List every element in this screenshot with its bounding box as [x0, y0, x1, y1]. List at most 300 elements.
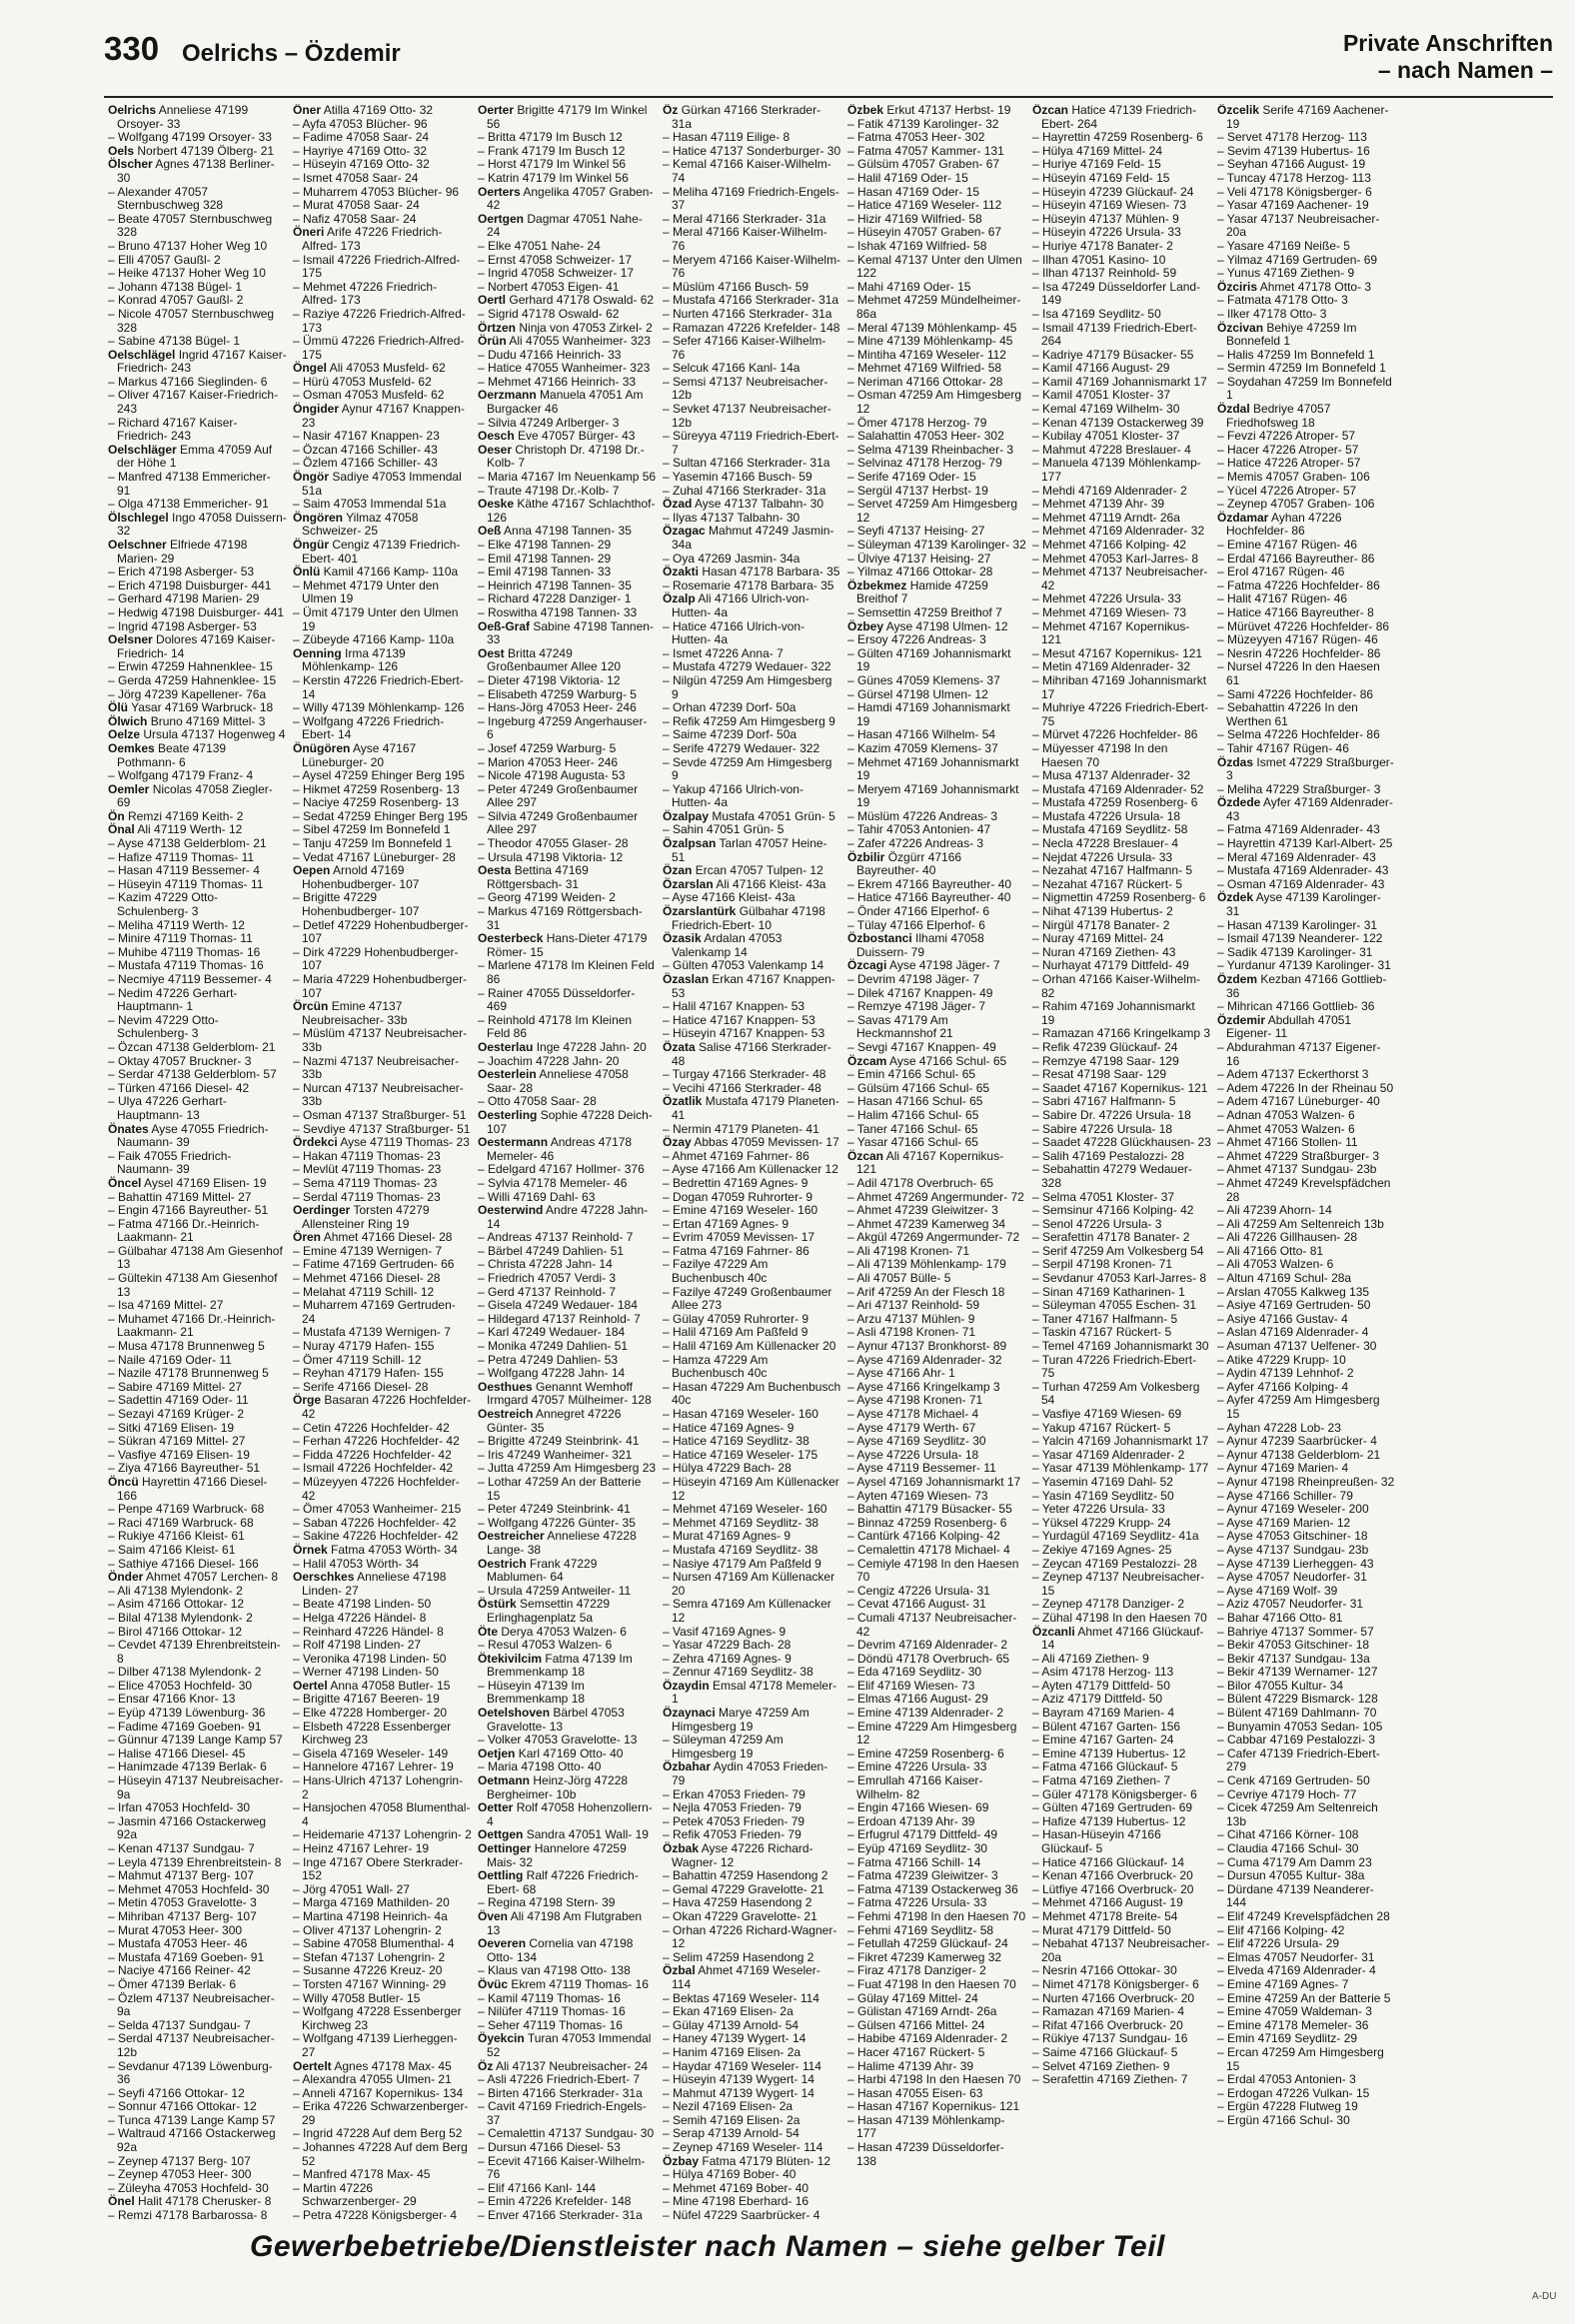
entry-details: – Hatice 47169 Weseler- 175 — [663, 1447, 818, 1462]
directory-entry — [1032, 1815, 1211, 1829]
entry-details: – Yasar 47137 Neubreisacher- 20a — [1217, 211, 1380, 240]
entry-details: Ayse 47055 Friedrich-Naumann- 39 — [117, 1121, 269, 1150]
entry-details: – Ismet 47058 Saar- 24 — [293, 170, 419, 185]
directory-entry — [847, 959, 1026, 973]
directory-entry — [663, 742, 841, 756]
entry-details: – Bahattin 47169 Mittel- 27 — [108, 1189, 252, 1204]
entry-details: – Fevzi 47226 Atroper- 57 — [1217, 429, 1356, 444]
entry-details: Ali 47119 Werth- 12 — [137, 822, 243, 837]
entry-details: Arnold 47169 Hohenbudberger- 107 — [302, 863, 420, 891]
directory-entry — [663, 1544, 841, 1558]
directory-entry — [478, 810, 657, 837]
directory-entry — [108, 620, 287, 634]
entry-details: – Nevim 47229 Otto-Schulenberg- 3 — [108, 1012, 219, 1041]
entry-details: – Fazilye 47249 Großenbaumer Allee 273 — [663, 1284, 832, 1313]
directory-entry — [1217, 1258, 1396, 1272]
entry-details: Gürkan 47166 Sterkrader- 31a — [672, 104, 821, 131]
directory-entry — [847, 1218, 1026, 1232]
directory-entry — [1032, 267, 1211, 281]
directory-entry — [478, 1095, 657, 1109]
entry-details: – Ali 47169 Ziethen- 9 — [1032, 1651, 1149, 1666]
entry-details: – Cevdet 47139 Ehrenbreitstein- 8 — [108, 1638, 281, 1666]
entry-details: – Murat 47053 Heer- 300 — [108, 1922, 243, 1937]
directory-entry — [108, 294, 287, 308]
directory-entry — [663, 1626, 841, 1640]
directory-entry — [293, 1435, 472, 1449]
directory-entry — [1032, 553, 1211, 567]
directory-entry — [847, 1394, 1026, 1408]
entry-details: – Hatice 47137 Sonderburger- 30 — [663, 143, 841, 158]
directory-entry — [1032, 959, 1211, 973]
directory-entry — [663, 1354, 841, 1381]
directory-entry — [847, 2019, 1026, 2033]
entry-details: – Nezil 47169 Elisen- 2a — [663, 2099, 793, 2114]
entry-details: Ercan 47057 Tulpen- 12 — [695, 863, 823, 878]
directory-entry — [293, 254, 472, 281]
directory-entry — [663, 1313, 841, 1327]
directory-entry — [847, 525, 1026, 539]
directory-entry — [847, 1299, 1026, 1313]
entry-details: – Devrim 47198 Jäger- 7 — [847, 972, 980, 986]
directory-entry — [478, 2127, 657, 2141]
entry-details: – Yasar 47166 Schul- 65 — [847, 1135, 978, 1150]
entry-surname: Önel — [108, 2194, 135, 2209]
directory-entry — [108, 1937, 287, 1951]
entry-details: – Nafiz 47058 Saar- 24 — [293, 211, 417, 226]
entry-details: – Mehmet 47169 Wiesen- 73 — [1032, 604, 1187, 619]
entry-details: – Hasan 47119 Eilige- 8 — [663, 130, 790, 145]
entry-details: – Mehmet 47169 Bober- 40 — [663, 2180, 809, 2195]
entry-details: – Detlef 47229 Hohenbudberger- 107 — [293, 917, 469, 946]
entry-details: – Memis 47057 Graben- 106 — [1217, 470, 1370, 485]
entry-details: – Emil 47198 Tannen- 29 — [478, 551, 612, 566]
directory-entry — [293, 1150, 472, 1164]
entry-surname: Özcelik — [1217, 104, 1260, 117]
entry-details: – Nejla 47053 Frieden- 79 — [663, 1800, 801, 1815]
directory-entry — [1032, 1068, 1211, 1082]
directory-entry — [478, 688, 657, 702]
directory-entry — [663, 1204, 841, 1218]
entry-details: – Erich 47198 Asberger- 53 — [108, 565, 255, 580]
entry-details: – Mehmet 47179 Unter den Ulmen 19 — [293, 578, 440, 606]
entry-details: – Selma 47051 Kloster- 37 — [1032, 1189, 1175, 1204]
directory-entry — [847, 1964, 1026, 1978]
entry-details: – Nurten 47166 Sterkrader- 31a — [663, 306, 832, 321]
entry-details: – Saime 47239 Dorf- 50a — [663, 727, 797, 742]
directory-entry — [108, 1408, 287, 1422]
directory-entry — [847, 987, 1026, 1001]
entry-details: – Hüseyin 47057 Graben- 67 — [847, 225, 1002, 240]
directory-entry — [478, 620, 657, 647]
entry-details: – Fehmi 47169 Seydlitz- 58 — [847, 1922, 994, 1937]
entry-details: – Saadet 47228 Glückhausen- 23 — [1032, 1135, 1211, 1150]
directory-entry — [847, 1055, 1026, 1069]
directory-entry — [478, 2005, 657, 2019]
entry-details: – Seyfi 47166 Ottokar- 12 — [108, 2085, 245, 2100]
entry-details: – Zehra 47169 Agnes- 9 — [663, 1651, 791, 1666]
directory-entry — [1032, 2019, 1211, 2033]
directory-entry — [1217, 592, 1396, 606]
entry-details: – Necla 47228 Breslauer- 4 — [1032, 836, 1179, 851]
entry-details: – Bülent 47229 Bismarck- 128 — [1217, 1692, 1378, 1707]
directory-entry — [1032, 444, 1211, 458]
directory-entry — [293, 1760, 472, 1774]
entry-details: – Claudia 47166 Schul- 30 — [1217, 1841, 1359, 1855]
entry-details: – Ayse 47179 Werth- 67 — [847, 1420, 976, 1435]
directory-entry — [1217, 2100, 1396, 2114]
entry-details: – Züleyha 47053 Hochfeld- 30 — [108, 2180, 269, 2195]
entry-surname: Önlü — [293, 565, 321, 580]
directory-entry — [663, 308, 841, 322]
entry-details: – Musa 47178 Brunnenweg 5 — [108, 1339, 265, 1354]
entry-details: – Johann 47138 Bügel- 1 — [108, 279, 243, 294]
directory-entry — [478, 674, 657, 688]
entry-details: – Arif 47259 An der Flesch 18 — [847, 1284, 1005, 1299]
directory-entry — [478, 172, 657, 186]
entry-details: – Heinz 47167 Lehrer- 19 — [293, 1841, 430, 1855]
directory-entry — [293, 158, 472, 172]
entry-details: – Hüseyin 47167 Knappen- 53 — [663, 1026, 825, 1041]
directory-entry — [108, 580, 287, 593]
directory-entry — [108, 851, 287, 865]
entry-details: – Gülten 47053 Valenkamp 14 — [663, 958, 824, 973]
directory-entry — [293, 1299, 472, 1326]
entry-details: Cornelia van 47198 Otto- 134 — [487, 1936, 634, 1964]
directory-entry — [663, 1788, 841, 1802]
entry-details: – Hafize 47119 Thomas- 11 — [108, 849, 255, 864]
entry-details: – Monika 47249 Dahlien- 51 — [478, 1339, 629, 1354]
directory-entry — [663, 837, 841, 864]
directory-entry — [663, 1014, 841, 1028]
directory-entry — [847, 2032, 1026, 2046]
entry-details: – Ursula 47198 Viktoria- 12 — [478, 849, 624, 864]
entry-details: – Sigrid 47178 Oswald- 62 — [478, 306, 620, 321]
directory-entry — [478, 294, 657, 308]
entry-details: – Sitki 47169 Elisen- 19 — [108, 1420, 235, 1435]
entry-details: – Senol 47226 Ursula- 3 — [1032, 1216, 1162, 1231]
entry-details: – Kamil 47166 August- 29 — [1032, 361, 1170, 376]
entry-details: – Ayfer 47259 Am Himgesberg 15 — [1217, 1393, 1380, 1421]
entry-details: – Ayse 47166 Kleist- 43a — [663, 890, 795, 905]
entry-details: – Gisela 47249 Wedauer- 184 — [478, 1298, 638, 1313]
entry-details: – Hasan 47139 Karolinger- 31 — [1217, 917, 1378, 932]
entry-details: – Eda 47169 Seydlitz- 30 — [847, 1665, 982, 1680]
entry-details: – Martina 47198 Heinrich- 4a — [293, 1908, 448, 1923]
directory-entry — [847, 810, 1026, 824]
entry-details: – Hatice 47169 Agnes- 9 — [663, 1420, 794, 1435]
directory-entry — [108, 1095, 287, 1122]
entry-details: – Yücel 47226 Atroper- 57 — [1217, 483, 1357, 498]
entry-surname: Özbostanci — [847, 931, 912, 946]
entry-details: – Müslüm 47226 Andreas- 3 — [847, 808, 998, 823]
entry-details: Heinz-Jörg 47228 Bergheimer- 10b — [487, 1773, 629, 1801]
entry-details: – Yakup 47167 Rückert- 5 — [1032, 1420, 1171, 1435]
directory-entry — [293, 1530, 472, 1544]
directory-entry — [1217, 1585, 1396, 1599]
entry-details: – Elke 47228 Homberger- 20 — [293, 1706, 448, 1721]
directory-entry — [478, 376, 657, 390]
directory-entry — [478, 1734, 657, 1747]
directory-entry — [478, 1245, 657, 1259]
entry-details: – Markus 47169 Röttgersbach- 31 — [478, 904, 643, 932]
entry-details: Ayse 47166 Schul- 65 — [889, 1053, 1007, 1068]
directory-entry — [1217, 1123, 1396, 1137]
directory-entry — [663, 430, 841, 457]
entry-details: – Murat 47179 Dittfeld- 50 — [1032, 1922, 1171, 1937]
entry-details: – Ayse 47138 Gelderblom- 21 — [108, 836, 267, 851]
directory-entry — [478, 905, 657, 932]
directory-entry — [663, 905, 841, 932]
directory-entry — [663, 1163, 841, 1177]
entry-details: – Savas 47179 Am Heckmannshof 21 — [847, 1012, 953, 1041]
directory-entry — [478, 1707, 657, 1734]
entry-surname: Oelschläger — [108, 442, 177, 457]
directory-entry — [478, 131, 657, 145]
entry-details: – Emil 47198 Tannen- 33 — [478, 565, 612, 580]
entry-details: – Zeynep 47057 Graben- 106 — [1217, 497, 1375, 512]
entry-details: – Theodor 47055 Glaser- 28 — [478, 836, 629, 851]
entry-details: – Resat 47198 Saar- 129 — [1032, 1067, 1167, 1082]
directory-entry — [293, 1326, 472, 1340]
directory-entry — [108, 1571, 287, 1585]
entry-details: – Ercan 47259 Am Himgesberg 15 — [1217, 2044, 1384, 2073]
directory-entry — [108, 389, 287, 416]
directory-entry — [663, 2114, 841, 2128]
entry-details: – Sibel 47259 Im Bonnefeld 1 — [293, 822, 451, 837]
directory-entry — [663, 1218, 841, 1232]
entry-surname: Özcan — [847, 1148, 884, 1163]
entry-details: – Emine 47259 An der Batterie 5 — [1217, 1990, 1391, 2005]
entry-details: – Ali 47198 Kronen- 71 — [847, 1243, 970, 1258]
entry-details: – Marlene 47178 Im Kleinen Feld 86 — [478, 958, 655, 986]
entry-details: – Mehmet 47139 Ahr- 39 — [1032, 497, 1165, 512]
directory-entry — [1032, 349, 1211, 363]
directory-entry — [1217, 959, 1396, 973]
entry-details: – Günnur 47139 Lange Kamp 57 — [108, 1733, 283, 1747]
directory-entry — [1032, 1869, 1211, 1883]
entry-details: – Hasan 47166 Schul- 65 — [847, 1094, 983, 1109]
directory-entry — [663, 1286, 841, 1313]
entry-details: – Hizir 47169 Wilfried- 58 — [847, 211, 982, 226]
directory-entry — [663, 1177, 841, 1191]
directory-entry — [663, 2032, 841, 2046]
directory-entry — [1217, 1150, 1396, 1164]
directory-entry — [663, 294, 841, 308]
directory-entry — [478, 240, 657, 254]
entry-details: – Hasan 47229 Am Buchenbusch 40c — [663, 1379, 841, 1408]
entry-details: – Bunyamin 47053 Sedan- 105 — [1217, 1719, 1383, 1734]
directory-entry — [1032, 1788, 1211, 1802]
entry-details: – Manfred 47178 Max- 45 — [293, 2167, 431, 2182]
directory-entry — [478, 1299, 657, 1313]
directory-entry — [663, 1095, 841, 1122]
directory-entry — [108, 1978, 287, 1992]
entry-surname: Özata — [663, 1039, 696, 1054]
entry-surname: Özbilir — [847, 849, 885, 864]
entry-details: – Ingrid 47228 Auf dem Berg 52 — [293, 2126, 463, 2141]
entry-details: – Vedat 47167 Lüneburger- 28 — [293, 849, 456, 864]
entry-details: – Mustafa 47169 Seydlitz- 58 — [1032, 822, 1188, 837]
directory-entry — [847, 851, 1026, 878]
directory-entry — [1032, 226, 1211, 240]
directory-entry — [1032, 1978, 1211, 1992]
directory-entry — [478, 1408, 657, 1435]
entry-details: – Jörg 47051 Wall- 27 — [293, 1881, 410, 1896]
directory-entry — [1217, 1231, 1396, 1245]
directory-entry — [293, 145, 472, 159]
entry-details: – Hedwig 47198 Duisburger- 441 — [108, 604, 285, 619]
entry-surname: Oelschner — [108, 538, 167, 552]
directory-entry — [478, 1326, 657, 1340]
entry-details: – Asiye 47169 Gertruden- 50 — [1217, 1298, 1371, 1313]
entry-details: – Veronika 47198 Linden- 50 — [293, 1651, 447, 1666]
directory-entry — [1217, 1367, 1396, 1381]
directory-entry — [1032, 1707, 1211, 1721]
directory-entry — [108, 308, 287, 335]
entry-details: – Heike 47137 Hoher Weg 10 — [108, 266, 266, 281]
directory-entry — [663, 2195, 841, 2209]
directory-entry — [1032, 1544, 1211, 1558]
entry-details: – Sevket 47137 Neubreisacher- 12b — [663, 402, 831, 430]
entry-details: – Alexander 47057 Sternbuschweg 328 — [108, 184, 224, 213]
directory-entry — [1032, 1272, 1211, 1286]
directory-entry — [847, 1760, 1026, 1774]
directory-entry — [663, 620, 841, 647]
entry-details: – Dursun 47055 Kultur- 38a — [1217, 1868, 1365, 1883]
directory-entry — [1217, 444, 1396, 458]
directory-entry — [478, 158, 657, 172]
directory-entry — [847, 674, 1026, 688]
entry-details: – Hüseyin 47137 Mühlen- 9 — [1032, 211, 1179, 226]
directory-entry — [847, 104, 1026, 118]
directory-entry — [663, 2127, 841, 2141]
directory-entry — [293, 1612, 472, 1626]
entry-details: – Mehmet 47169 Aldenrader- 32 — [1032, 524, 1205, 539]
directory-entry — [478, 606, 657, 620]
entry-details: – Arzu 47137 Mühlen- 9 — [847, 1311, 975, 1326]
entry-surname: Oemler — [108, 781, 150, 796]
directory-entry — [847, 186, 1026, 200]
directory-entry — [1217, 1340, 1396, 1354]
directory-entry — [1217, 1530, 1396, 1544]
entry-details: – Ahmet 47053 Walzen- 6 — [1217, 1121, 1355, 1136]
directory-entry — [478, 864, 657, 891]
entry-details: – Gülsüm 47166 Schul- 65 — [847, 1080, 990, 1095]
entry-details: Ayse 47119 Thomas- 23 — [340, 1135, 470, 1150]
directory-entry — [1032, 1163, 1211, 1190]
entry-details: Hamide 47259 Breithof 7 — [856, 578, 988, 606]
directory-entry — [1217, 1068, 1396, 1082]
directory-entry — [108, 1422, 287, 1436]
directory-entry — [293, 2032, 472, 2059]
directory-entry — [847, 1815, 1026, 1829]
entry-details: – Ekrem 47166 Bayreuther- 40 — [847, 876, 1012, 891]
directory-entry — [293, 1055, 472, 1082]
entry-details: – Wolfgang 47179 Franz- 4 — [108, 768, 254, 783]
directory-entry — [478, 213, 657, 240]
entry-details: – Sabire Dr. 47226 Ursula- 18 — [1032, 1107, 1191, 1122]
directory-entry — [1217, 199, 1396, 213]
entry-details: – Emine 47167 Rügen- 46 — [1217, 538, 1358, 552]
running-title: Oelrichs – Özdemir — [182, 40, 401, 67]
entry-details: – Kazim 47059 Klemens- 37 — [847, 740, 998, 755]
entry-details: – Yüksel 47229 Krupp- 24 — [1032, 1515, 1171, 1530]
directory-entry — [847, 2114, 1026, 2141]
entry-details: – Gülbahar 47138 Am Giesenhof 13 — [108, 1243, 283, 1272]
directory-entry — [108, 783, 287, 810]
entry-details: – Kazim 47229 Otto-Schulenberg- 3 — [108, 890, 219, 919]
entry-details: – Zeynep 47178 Danziger- 2 — [1032, 1597, 1185, 1612]
directory-entry — [1032, 606, 1211, 620]
entry-details: – Melahat 47119 Schill- 12 — [293, 1284, 435, 1299]
entry-details: – Semsettin 47259 Breithof 7 — [847, 604, 1002, 619]
entry-surname: Oetmann — [478, 1773, 531, 1788]
entry-details: – Sultan 47166 Sterkrader- 31a — [663, 456, 830, 471]
entry-details: – Ayse 47057 Neudorfer- 31 — [1217, 1570, 1367, 1585]
directory-entry — [108, 1734, 287, 1747]
entry-details: Ayhan 47226 Hochfelder- 86 — [1226, 510, 1342, 539]
entry-details: – Hasan 47169 Oder- 15 — [847, 184, 980, 199]
entry-details: – Fatma 47139 Ostackerweg 36 — [847, 1881, 1018, 1896]
directory-entry — [108, 1924, 287, 1938]
entry-details: – Dieter 47198 Viktoria- 12 — [478, 672, 621, 687]
directory-entry — [108, 919, 287, 933]
directory-entry — [1032, 566, 1211, 592]
entry-details: – Nazile 47178 Brunnenweg 5 — [108, 1366, 269, 1381]
entry-details: – Ahmet 47137 Sundgau- 23b — [1217, 1162, 1377, 1177]
entry-details: – Saime 47166 Glückauf- 5 — [1032, 2044, 1178, 2059]
entry-details: – Elveda 47169 Aldenrader- 4 — [1217, 1963, 1376, 1978]
directory-entry — [663, 2100, 841, 2114]
entry-surname: Oels — [108, 143, 135, 158]
directory-entry — [1032, 1856, 1211, 1870]
directory-entry — [1217, 553, 1396, 567]
entry-details: – Sabire 47169 Mittel- 27 — [108, 1379, 243, 1394]
directory-entry — [293, 633, 472, 647]
directory-entry — [663, 878, 841, 892]
directory-entry — [108, 1639, 287, 1666]
entry-details: – Ergün 47228 Flutweg 19 — [1217, 2099, 1358, 2114]
entry-details: – Fatma 47169 Fahrner- 86 — [663, 1243, 809, 1258]
directory-entry — [293, 131, 472, 145]
directory-entry — [108, 131, 287, 145]
entry-surname: Özbay — [663, 2153, 700, 2168]
entry-surname: Özbek — [847, 104, 884, 117]
entry-details: – Hayriye 47169 Otto- 32 — [293, 143, 428, 158]
directory-entry — [108, 606, 287, 620]
entry-details: Basaran 47226 Hochfelder- 42 — [302, 1393, 472, 1421]
entry-details: – Zeynep 47137 Neubreisacher- 15 — [1032, 1570, 1205, 1598]
entry-surname: Özatlik — [663, 1094, 703, 1109]
directory-entry — [108, 1313, 287, 1340]
directory-entry — [1032, 145, 1211, 159]
entry-details: Gülbahar 47198 Friedrich-Ebert- 10 — [672, 904, 825, 932]
entry-details: – Vasfiye 47169 Elisen- 19 — [108, 1447, 250, 1462]
directory-entry — [1032, 701, 1211, 728]
entry-details: – Friedrich 47057 Verdi- 3 — [478, 1271, 617, 1286]
directory-entry — [478, 1801, 657, 1828]
entry-details: – Helga 47226 Händel- 8 — [293, 1610, 427, 1625]
entry-details: – Hüseyin 47226 Ursula- 33 — [1032, 225, 1181, 240]
entry-details: – Ingeburg 47259 Angerhauser- 6 — [478, 713, 648, 742]
entry-details: – Habibe 47169 Aldenrader- 2 — [847, 2031, 1008, 2046]
entry-details: – Hasan 47139 Möhlenkamp- 177 — [847, 2112, 1005, 2141]
entry-details: – Selma 47139 Rheinbacher- 3 — [847, 442, 1014, 457]
entry-details: – Norbert 47053 Eigen- 41 — [478, 279, 620, 294]
entry-details: – Mahmut 47139 Wygert- 14 — [663, 2085, 814, 2100]
entry-details: – Ecevit 47166 Kaiser-Wilhelm- 76 — [478, 2153, 646, 2182]
directory-entry — [293, 512, 472, 539]
